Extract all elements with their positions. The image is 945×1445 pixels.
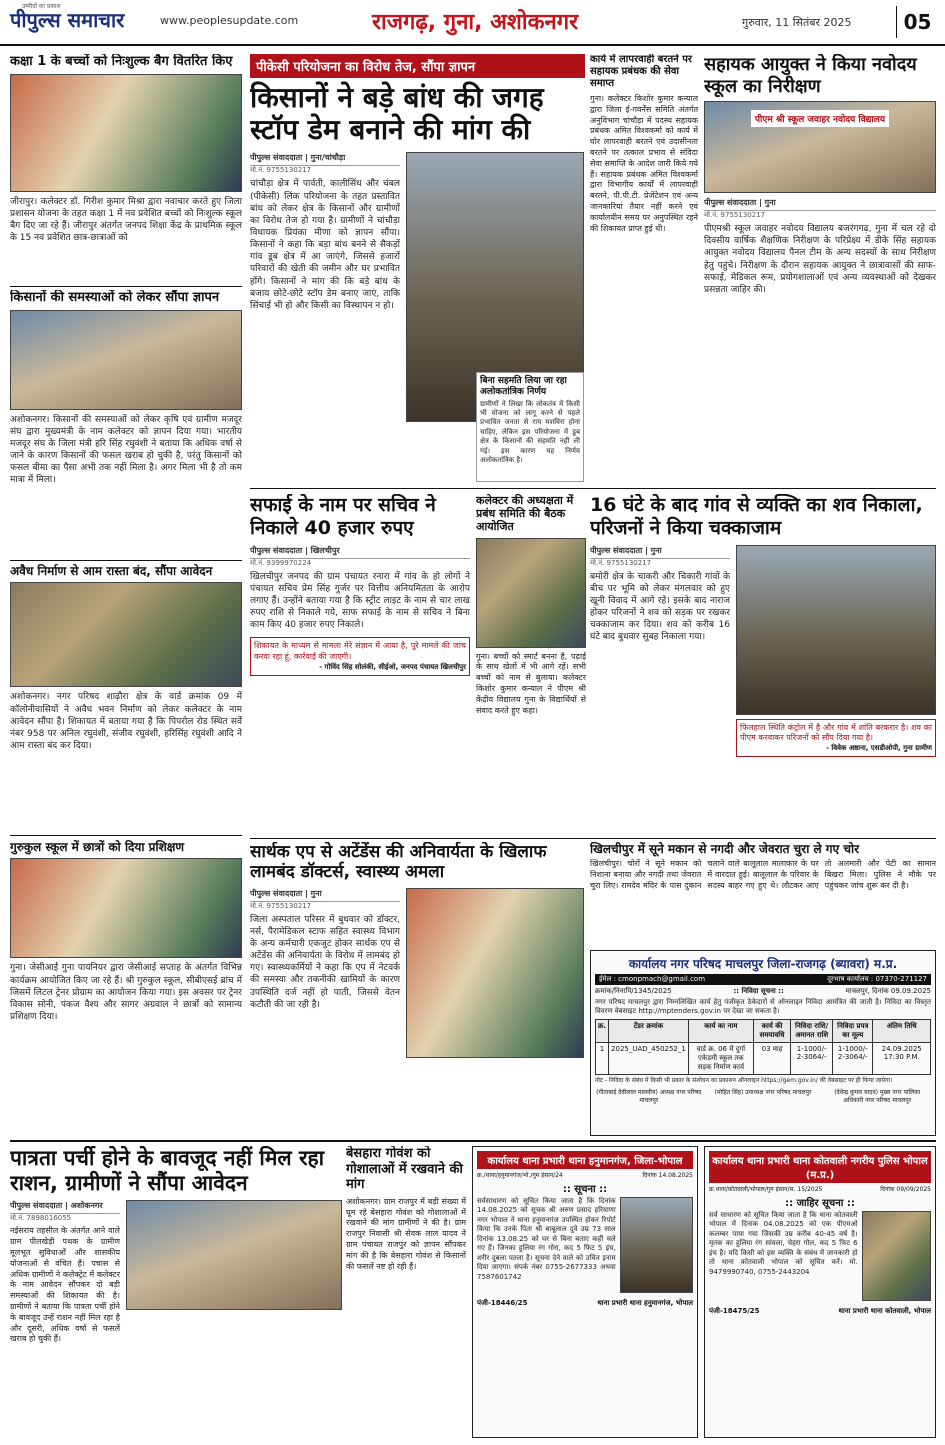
article-body: बमोरी क्षेत्र के चाकरी और चिकारी गांवों के बीच पर भूमि को लेकर मंगलवार को हुए खूनी विवाद में आगे रहे। इसके बाद नाराज होकर परिजनों ने शव को सड़क पर रखकर चक्काजाम कर दिया। शव को करीब 16 घंटे बाद बुधवार सुबह निकाला गया। <box>590 571 730 643</box>
article-body: ग्रामीणों ने लिखा कि लोकतंत्र में किसी भी योजना को लागू करने से पहले प्रभावित जनता से राय मशविरा होना चाहिए, लेकिन इस परियोजना में डूब क्षेत्र के किसानों की सहमति नहीं ली गई। इस कारण यह निर्णय अलोकतांत्रिक है। <box>480 399 580 465</box>
tender-note: नोट - निविदा के संबंध में किसी भी प्रकार के संशोधन का प्रकाशन ऑनलाइन https://gem.gov.in/ की वेबसाइट पर ही किया जायेगा। <box>595 1076 893 1084</box>
photo-school-children <box>10 74 242 192</box>
article-headline[interactable]: सार्थक एप से अटेंडेंस की अनिवार्यता के खिलाफ लामबंद डॉक्टर्स, स्वास्थ्य अमला <box>250 842 547 883</box>
article-theft <box>590 842 936 946</box>
table-header-cell: निविदा राशि/अमानत राशि <box>791 1019 833 1042</box>
police-notice-hanumanganj <box>472 1146 698 1438</box>
tender-phone: दूरभाष कार्यालय : 07370-271127 <box>827 975 927 983</box>
article-headline[interactable]: पात्रता पर्ची होने के बावजूद नहीं मिल रहा राशन, ग्रामीणों ने सौंपा आवेदन <box>10 1146 325 1196</box>
article-headline[interactable]: कार्य में लापरवाही बरतने पर सहायक प्रबंधक की सेवा समाप्त <box>590 54 692 89</box>
article-body: नईसराय तहसील के अंतर्गत आने वाले ग्राम पीलखेड़ी पथक के ग्रामीण मूलभूत सुविधाओं और शासकीय योजनाओं से वंचित हैं। पचास से अधिक ग्रामीणों ने कलेक्ट्रेट में कलेक्टर के नाम आवेदन सौंपकर दो बड़ी समस्याओं की शिकायत की है। ग्रामीणों ने बताया कि पात्रता पर्ची होने के बावजूद उन्हें राशन नहीं मिल रहा है और दूसरी, अधिक वर्षा से फसलें खराब हो चुकी हैं। <box>10 1226 120 1344</box>
tender-notice <box>590 950 936 1136</box>
divider <box>10 1140 936 1142</box>
notice-ref: क्र./थाना/हनुमानगंज/भो./गुम इंसान/24 <box>477 1172 563 1179</box>
tender-signatures <box>595 1088 931 1104</box>
table-header-cell: टेंडर क्रमांक <box>609 1019 689 1042</box>
reporter-mobile: मो.नं. 9755130217 <box>590 558 652 567</box>
notice-sign: थाना प्रभारी थाना हनुमानगंज, भोपाल <box>597 1299 693 1307</box>
article-no-consent <box>476 372 584 482</box>
masthead <box>0 0 945 46</box>
reporter-mobile: मो.नं. 9755130217 <box>704 211 766 220</box>
notice-date: दिनांक 14.08.2025 <box>642 1172 693 1179</box>
photo-training <box>10 858 242 958</box>
article-sarthak-app <box>250 842 585 1136</box>
article-body: गुना। जेसीआई गुना पायनियर द्वारा जेसीआई सप्ताह के अंतर्गत विभिन्न कार्यक्रम आयोजित किए जा रहे हैं। श्री गुरुकुल स्कूल, सीबीएसई ब्रांच में जिसमें लिटल ट्रेनर प्रोग्राम का आयोजन किया गया। इस अवसर पर ट्रेनर विकास सोनी, पंकज वैश्य और सागर अग्रवाल ने छात्रों को सामान्य प्रशिक्षण दिया। <box>10 963 242 1022</box>
byline: पीपुल्स संवाददाता | खिलचीपुर <box>250 545 470 559</box>
reporter-mobile: मो.नं. 9399970224 <box>250 558 312 567</box>
photo-school-gate <box>704 101 936 193</box>
edition-date: गुरुवार, 11 सितंबर 2025 <box>742 16 852 29</box>
divider <box>10 835 242 836</box>
col1-article-bags <box>10 54 242 282</box>
article-headline[interactable]: बेसहारा गोवंश को गोशालाओं में रखवाने की मांग <box>346 1146 463 1193</box>
article-body-recovered <box>590 494 936 834</box>
article-body: खिलचीपुर। चोरों ने सूने मकान को निशाना बनाया और नगदी तथा जेवरात चुरा लिए। रामदेव मंदिर के पास दुकान चलाने वाले बालूलाल मालाकार के घर में वारदात हुई। बालूलाल के परिवार के सदस्य बाहर गए हुए थे। लौटकर आए तो अलमारी और पेटी का सामान बिखरा मिला। पुलिस ने मौके पर पहुंचकर जांच शुरू कर दी है। <box>590 859 936 890</box>
article-cattle <box>346 1146 466 1438</box>
tender-table-header <box>596 1019 931 1042</box>
article-body: गुना। बच्चों को स्मार्ट बनना है, पढ़ाई के साथ खेलों में भी आगे रहें। सभी बच्चों को नाम से बुलाया। कलेक्टर किशोर कुमार कन्याल ने पीएम श्री केंद्रीय विद्यालय गुना के विद्यार्थियों से संवाद करते हुए कहा। <box>476 651 586 715</box>
table-cell: 1-1000/- 2-3064/- <box>833 1042 873 1074</box>
col1-article-farmers <box>10 290 242 558</box>
tender-refline <box>595 987 931 996</box>
article-headline[interactable]: अवैध निर्माण से आम रास्ता बंद, सौंपा आवेदन <box>10 564 213 578</box>
byline: पीपुल्स संवाददाता | गुना/चांचौड़ा <box>250 152 400 166</box>
notice-footer <box>477 1299 693 1308</box>
article-headline[interactable]: सफाई के नाम पर सचिव ने निकाले 40 हजार रुपए <box>250 494 436 539</box>
article-body: अशोकनगर। ग्राम राजपुर में बड़ी संख्या में घूम रहे बेसहारा गोवंश को गोशालाओं में रखवाने की मांग ग्रामीणों ने की है। ग्राम राजपुर निवासी श्री सेवक लाल यादव ने ग्राम पंचायत राजपुर को ज्ञापन सौंपकर मांग की है कि बेसहारा गोवंश से किसानों की फसलें नष्ट हो रही हैं। <box>346 1196 466 1271</box>
byline: पीपुल्स संवाददाता | गुना <box>590 545 730 559</box>
table-row <box>596 1042 931 1074</box>
tender-table <box>595 1019 931 1075</box>
article-body: खिलचीपुर जनपद की ग्राम पंचायत रनारा में गांव के हो लोगों ने पंचायत सचिव प्रेम सिंह गुर्जर पर वित्तीय अनियमितता के आरोप लगाए हैं। उन्होंने बताया गया है कि स्ट्रीट लाइट के नाम से चार लाख रुपए राशि से निकाले गये, साफ सफाई के नाम से सचिव ने बिना काम किए 40 हजार रुपए निकाले। <box>250 571 470 631</box>
article-body: जीरापुर। कलेक्टर डॉ. गिरीश कुमार मिश्रा द्वारा नवाचार करते हुए जिला प्रशासन योजना के तहत कक्षा 1 में नव प्रवेशित बच्चों को निःशुल्क स्कूल बैग दिए जा रहे हैं। जीरापुर अंतर्गत जनपद शिक्षा केंद्र के प्राथमिक स्कूल के 15 नव प्रवेशित छात्र-छात्राओं को <box>10 196 242 244</box>
edition-region: राजगढ़, गुना, अशोकनगर <box>372 10 579 35</box>
photo-memorandum <box>10 310 242 410</box>
notice-registration: पंजी-18475/25 <box>709 1307 760 1315</box>
article-safai <box>250 494 470 834</box>
notice-refline <box>709 1185 931 1193</box>
table-header-cell: कार्य का नाम <box>688 1019 753 1042</box>
photo-meeting <box>476 538 586 648</box>
photo-missing-person <box>620 1197 693 1293</box>
notice-title: कार्यालय थाना प्रभारी थाना हनुमानगंज, जिला-भोपाल <box>477 1151 693 1169</box>
signature-cmo: (देवेन्द्र कुमार यादव) मुख्य नगर पालिका अधिकारी नगर परिषद माचलपुर <box>834 1088 921 1104</box>
article-headline[interactable]: सहायक आयुक्त ने किया नवोदय स्कूल का निरीक्षण <box>704 54 917 97</box>
signature-chairperson: (गीताबाई देवीलाल मालवीय) अध्यक्ष नगर परिषद माचलपुर <box>596 1088 702 1104</box>
notice-sign: थाना प्रभारी थाना कोतवाली, भोपाल <box>838 1307 931 1315</box>
article-headline[interactable]: किसानों की समस्याओं को लेकर सौंपा ज्ञापन <box>10 290 220 305</box>
photo-unidentified-person <box>862 1211 931 1301</box>
divider <box>10 560 242 561</box>
school-sign: पीएम श्री स्कूल जवाहर नवोदय विद्यालय <box>751 110 889 127</box>
notice-body: सर्व साधारण को सूचित किया जाता है कि थाना कोतवाली भोपाल में दिनांक 04.08.2025 को एक पीएमओ कलम्बर पाया गया जिसकी उम्र करीब 40-45 वर्ष है। मृतक का हुलिया रंग सांवला, चेहरा गोल, कद 5 फिट 6 इंच है। यदि किसी को इस व्यक्ति के संबंध में जानकारी हो तो थाना कोतवाली भोपाल को सूचित करें। मो. 9479990740, 0755-2443204 <box>709 1211 858 1276</box>
quote-text: फिलहाल स्थिति कंट्रोल में है और गांव में शांति बरकरार है। शव का पीएम करवाकर परिजनों को सौंप दिया गया है। <box>740 722 932 743</box>
table-cell: 1 <box>596 1042 609 1074</box>
article-headline[interactable]: खिलचीपुर में सूने मकान से नगदी और जेवरात चुरा ले गए चोर <box>590 842 860 856</box>
table-cell: वार्ड क्र. 06 में दुर्गा एकेडमी स्कूल तक सड़क निर्माण कार्य <box>688 1042 753 1074</box>
quote-author: - गोविंद सिंह सोलंकी, सीईओ, जनपद पंचायत खिलचीपुर <box>319 662 466 671</box>
official-quote-box <box>250 637 470 676</box>
reporter-mobile: मो.नं. 9755130217 <box>250 901 312 910</box>
divider <box>10 286 242 287</box>
article-body: अशोकनगर। नगर परिषद शाढ़ौरा क्षेत्र के वार्ड क्रमांक 09 में कॉलोनीवासियों ने अवैध भवन निर्माण को लेकर कलेक्टर के नाम आवेदन सौंपा है। शिकायत में बताया गया है कि पिपरोल रोड स्थित सर्वे नंबर 958 पर अनिल रघुवंशी, संजीव रघुवंशी, हरिसिंह रघुवंशी आदि ने आम रास्ता बंद कर दिया। <box>10 692 242 751</box>
notice-footer <box>709 1307 931 1316</box>
col1-article-road <box>10 564 242 832</box>
table-header-cell: कार्य की समयावधि <box>753 1019 790 1042</box>
article-navodaya <box>704 54 936 484</box>
photo-doctors-protest <box>406 888 584 1058</box>
table-header-cell: अंतिम तिथि <box>873 1019 931 1042</box>
notice-refline <box>477 1171 693 1179</box>
article-headline[interactable]: गुरुकुल स्कूल में छात्रों को दिया प्रशिक्षण <box>10 840 185 854</box>
photo-road-blockade <box>736 545 936 715</box>
quote-text: शिकायत के माध्यम से मामला मेरे संज्ञान में आया है, पूरे मामले की जांच करवा रहा हूं, कार्रवाई की जाएगी। <box>254 641 466 662</box>
article-ration <box>10 1146 342 1438</box>
tender-label: :: निविदा सूचना :: <box>733 987 784 995</box>
divider <box>250 488 936 489</box>
reporter-mobile: मो.नं. 9755130217 <box>250 166 312 175</box>
table-cell: 24.09.2025 17:30 P.M. <box>873 1042 931 1074</box>
table-cell: 1-1000/- 2-3064/- <box>791 1042 833 1074</box>
table-header-cell: क्र. <box>596 1019 609 1042</box>
tender-date: माचलपुर, दिनांक 09.09.2025 <box>845 987 931 995</box>
notice-registration: पंजी-18446/25 <box>477 1299 528 1307</box>
article-body: अशोकनगर। किसानों की समस्याओं को लेकर कृषि एवं ग्रामीण मजदूर संघ द्वारा मुख्यमंत्री के नाम कलेक्टर को ज्ञापन दिया गया। भारतीय मजदूर संघ के जिला मंत्री हरि सिंह रघुवंशी ने बताया कि अधिक वर्षा से जाने के कारण किसानों की फसल खराब हो चुकी है, परंतु किसानों को फसल बीमा का पैसा अभी तक नहीं मिला है। अगर मिला भी है तो कम मात्रा में मिला। <box>10 414 242 486</box>
tender-contact-bar <box>595 974 931 985</box>
notice-title: कार्यालय थाना प्रभारी थाना कोतवाली नगरीय पुलिस भोपाल (म.प्र.) <box>709 1151 931 1183</box>
article-body: जिला अस्पताल परिसर में बुधवार को डॉक्टर, नर्स, पैरामेडिकल स्टाफ सहित स्वास्थ्य विभाग के अन्य कर्मचारी एकजुट होकर सार्थक एप से अटेंडेंस की अनिवार्यता के विरोध में लामबंद हो गए। स्वास्थ्यकर्मियों ने कहा कि एप में नेटवर्क की समस्या और तकनीकी खामियों के कारण उपस्थिति दर्ज नहीं हो पाती, जिससे वेतन कटौती की जा रही है। <box>250 914 400 1010</box>
newspaper-logo[interactable]: पीपुल्स समाचार <box>10 8 125 32</box>
tender-ref: क्रमांक/निनापि/1345/2025 <box>595 987 672 995</box>
website-url[interactable]: www.peoplesupdate.com <box>160 14 299 27</box>
photo-villagers <box>126 1200 342 1310</box>
article-headline[interactable]: बिना सहमति लिया जा रहा अलोकतांत्रिक निर्णय <box>480 376 567 397</box>
article-headline[interactable]: कलेक्टर की अध्यक्षता में प्रबंध समिति की बैठक आयोजित <box>476 494 574 534</box>
page-number: 05 <box>896 6 938 38</box>
notice-label: :: सूचना :: <box>562 1184 608 1195</box>
article-headline[interactable]: कक्षा 1 के बच्चों को निःशुल्क बैग वितरित किए <box>10 54 233 69</box>
byline: पीपुल्स संवाददाता | गुना <box>704 197 936 211</box>
byline: पीपुल्स संवाददाता | गुना <box>250 888 400 902</box>
tender-intro: नगर परिषद माचलपुर द्वारा निम्नलिखित कार्य हेतु पंजीकृत ठेकेदारों से ऑनलाइन निविदा आमंत्रित की जाती है। निविदा का विस्तृत विवरण वेबसाइट http://mptenders.gov.in पर देखा जा सकता है। <box>595 998 931 1016</box>
notice-date: दिनांक 09/09/2025 <box>880 1186 931 1193</box>
reporter-mobile: मो.नं. 7898016055 <box>10 1214 72 1223</box>
col1-article-gurukul <box>10 840 242 1140</box>
signature-vice-chair: (मोहित सिंह) उपाध्यक्ष नगर परिषद माचलपुर <box>714 1088 812 1096</box>
tender-email[interactable]: ईमेल : cmonpmach@gmail.com <box>599 975 706 983</box>
notice-body: सर्वसाधारण को सूचित किया जाता है कि दिनांक 14.08.2025 को सूचक श्री अरुण प्रसाद हरियाणा नगर भोपाल ने थाना हनुमानगंज उपस्थित होकर रिपोर्ट किया कि उनके पिता श्री बाबूलाल दुवे उम्र 73 साल दिनांक 13.08.25 को घर से बिना बताए कहीं चले गए हैं। जिनका हुलिया रंग गोरा, कद 5 फिट 5 इंच, शरीर दुबला पतला है। सूचना देने वाले को उचित इनाम दिया जाएगा। संपर्क नंबर 0755-2677333 अथवा 7587601742 <box>477 1197 616 1281</box>
lead-kicker: पीकेसी परियोजना का विरोध तेज, सौंपा ज्ञापन <box>250 54 585 78</box>
article-service-terminated <box>590 54 698 484</box>
article-body: पीएमश्री स्कूल जवाहर नवोदय विद्यालय बजरंगगढ़, गुना में चल रहे दो दिवसीय वार्षिक शैक्षणिक निरीक्षण के परिप्रेक्ष्य में डीके सिंह सहायक आयुक्त नवोदय विद्यालय पैनल टीम के अन्य सदस्यों के साथ निरीक्षण हेतु पहुंचे। निरीक्षण के दौरान सहायक आयुक्त ने छात्रावासों की साफ-सफाई, मेडिकल रूम, प्रयोगशालाओं एवं अन्य व्यवस्थाओं को देखकर प्रसन्नता जाहिर की। <box>704 224 936 295</box>
table-header-cell: निविदा प्रपत्र का मूल्य <box>833 1019 873 1042</box>
divider <box>250 838 936 839</box>
notice-label: :: जाहिर सूचना :: <box>785 1198 855 1209</box>
official-quote-box <box>736 719 936 758</box>
article-headline[interactable]: 16 घंटे के बाद गांव से व्यक्ति का शव निकाला, परिजनों ने किया चक्काजाम <box>590 494 923 539</box>
article-meeting <box>476 494 586 834</box>
police-notice-kotwali <box>704 1146 936 1438</box>
tender-office-title: कार्यालय नगर परिषद माचलपुर जिला-राजगढ़ (ब्यावरा) म.प्र. <box>628 957 898 971</box>
table-cell: 2025_UAD_450252_1 <box>609 1042 689 1074</box>
photo-colony-residents <box>10 582 242 687</box>
lead-body: चांचौड़ा क्षेत्र में पार्वती, कालीसिंध और चंबल (पीकेसी) लिंक परियोजना के तहत प्रस्तावित बांध को लेकर क्षेत्र के किसानों और ग्रामीणों का विरोध तेज हो गया है। ग्रामीणों ने चांचौड़ा विधायक प्रियंका मीणा को ज्ञापन सौंपा। किसानों ने कहा कि बड़ा बांध बनने से सैकड़ों गांव डूब क्षेत्र में आ जाएंगे, जिससे हजारों परिवारों की खेती की जमीन और घर प्रभावित होंगे। किसानों ने मांग की कि बड़े बांध के बजाय छोटे-छोटे स्टॉप डेम बनाए जाएं, ताकि सिंचाई भी हो और किसी का विस्थापन न हो। <box>250 179 400 311</box>
tagline: उम्मीदों का प्रकाश <box>22 3 61 10</box>
byline: पीपुल्स संवाददाता | अशोकनगर <box>10 1200 120 1214</box>
lead-headline[interactable]: किसानों ने बड़े बांध की जगह स्टॉप डेम बनाने की मांग की <box>250 81 544 147</box>
quote-author: - विवेक अष्ठाना, एसडीओपी, गुना ग्रामीण <box>826 744 932 753</box>
table-cell: 03 माह <box>753 1042 790 1074</box>
notice-ref: क्र.थाना/कोतवाली/भोपाल/गुम इंसान/स. 15/2025 <box>709 1186 823 1193</box>
article-body: गुना। कलेक्टर किशोर कुमार कन्याल द्वारा जिला ई-गवर्नेंस समिति अंतर्गत अनुविभाग चांचौड़ा में पदस्थ सहायक प्रबंधक अमित विश्वकर्मा को कार्य में घोर लापरवाही बरतने एवं उदासीनता बरतने पर तत्काल प्रभाव से संविदा सेवा समाप्ति के आदेश जारी किये गये हैं। सहायक प्रबंधक अमित विश्वकर्मा द्वारा विभागीय कार्यों में लापरवाही बरतने, पी.पी.टी. प्रेजेंटेशन एवं अन्य जानकारियां तैयार नहीं करने एवं कार्यालयीन समय पर अनुपस्थित रहने की शिकायत प्राप्त हुई थी। <box>590 94 698 233</box>
